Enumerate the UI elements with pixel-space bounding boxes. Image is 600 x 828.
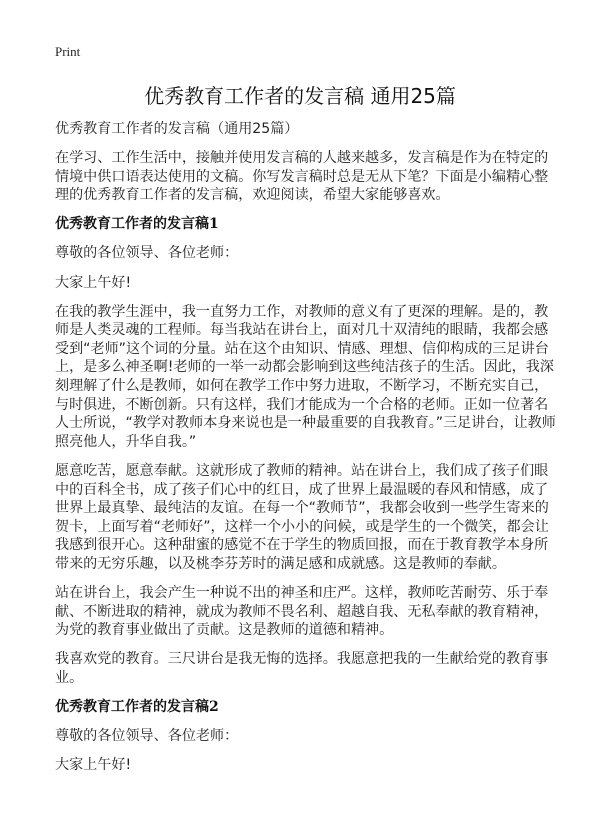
intro-paragraph: 在学习、工作生活中，接触并使用发言稿的人越来越多，发言稿是作为在特定的情境中供口语表达使用的文稿。你写发言稿时总是无从下笔？下面是小编精心整理的优秀教育工作者的发言稿，欢迎阅读，希望大家能够喜欢。 (55, 150, 549, 204)
subtitle: 优秀教育工作者的发言稿（通用25篇） (55, 121, 299, 137)
body-paragraph: 愿意吃苦，愿意奉献。这就形成了教师的精神。站在讲台上，我们成了孩子们眼中的百科全书，成了孩子们心中的红日，成了世界上最温暖的春风和情感，成了世界上最真挚、最纯洁的友谊。在每一个“教师节”，我都会收到一些学生寄来的贺卡，上面写着“老师好”，这样一个小小的问候，或是学生的一个微笑，都会让我感到很开心。这种甜蜜的感觉不在于学生的物质回报，而在于教育教学本身所带来的无穷乐趣，以及桃李芬芳时的满足感和成就感。这是教师的奉献。 (55, 462, 549, 572)
salutation: 尊敬的各位领导、各位老师： (55, 728, 239, 745)
salutation: 尊敬的各位领导、各位老师： (55, 245, 239, 262)
body-paragraph: 我喜欢党的教育。三尺讲台是我无悔的选择。我愿意把我的一生献给党的教育事业。 (55, 651, 549, 686)
body-paragraph: 站在讲台上，我会产生一种说不出的神圣和庄严。这样，教师吃苦耐劳、乐于奉献、不断进取的精神，就成为教师不畏名利、超越自我、无私奉献的教育精神，为党的教育事业做出了贡献。这是教师的道德和精神。 (55, 584, 549, 639)
section-heading: 优秀教育工作者的发言稿1 (55, 216, 219, 233)
page-title: 优秀教育工作者的发言稿 通用25篇 (144, 84, 456, 108)
section-heading: 优秀教育工作者的发言稿2 (55, 698, 219, 715)
greeting: 大家上午好! (55, 274, 132, 291)
print-link[interactable]: Print (55, 44, 81, 59)
body-paragraph: 在我的教学生涯中，我一直努力工作，对教师的意义有了更深的理解。是的，教师是人类灵魂的工程师。每当我站在讲台上，面对几十双清纯的眼睛，我都会感受到“老师”这个词的分量。站在这个由知识、情感、理想、信仰构成的三足讲台上，是多么神圣啊!老师的一举一动都会影响到这些纯洁孩子的生活。因此，我深刻理解了什么是教师，如何在教学工作中努力进取，不断学习，不断充实自己，与时俱进，不断创新。只有这样，我们才能成为一个合格的老师。正如一位著名人士所说，“教学对教师本身来说也是一种最重要的自我教育。”三足讲台，让教师照亮他人，升华自我。” (55, 303, 556, 450)
greeting: 大家上午好! (55, 757, 132, 774)
document-body (55, 120, 557, 785)
